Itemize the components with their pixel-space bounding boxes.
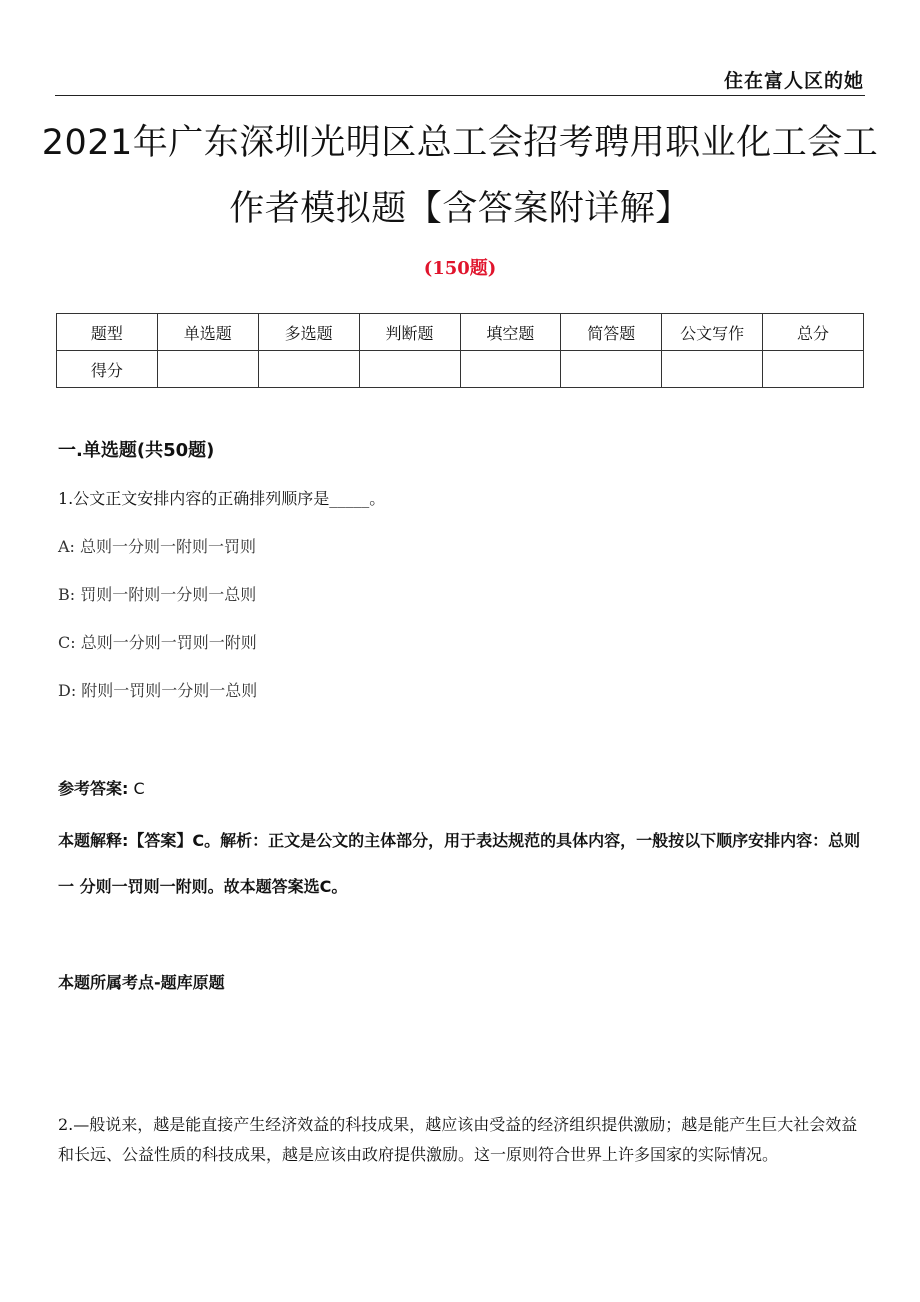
- table-cell: [561, 351, 662, 388]
- table-cell: [359, 351, 460, 388]
- document-title: 2021年广东深圳光明区总工会招考聘用职业化工会工作者模拟题【含答案附详解】: [41, 123, 879, 229]
- section-heading: 一.单选题(共50题): [58, 440, 215, 461]
- table-cell: 单选题: [157, 314, 258, 351]
- question-stem: 1.公文正文安排内容的正确排列顺序是_____。: [58, 489, 386, 508]
- explanation: 本题解释:【答案】C。解析：正文是公文的主体部分，用于表达规范的具体内容，一般按以下顺序安排内容：总则一 分则一罚则一附则。故本题答案选C。: [58, 831, 861, 896]
- question-count: (150题): [423, 258, 497, 279]
- option-b: B: 罚则一附则一分则一总则: [58, 585, 257, 604]
- option-d: D: 附则一罚则一分则一总则: [58, 681, 258, 700]
- header-brand: 住在富人区的她: [723, 70, 864, 92]
- header-divider: [55, 95, 865, 96]
- table-cell: 题型: [57, 314, 158, 351]
- option-a: A: 总则一分则一附则一罚则: [58, 537, 257, 556]
- table-cell: [460, 351, 561, 388]
- table-cell: [258, 351, 359, 388]
- option-c: C: 总则一分则一罚则一附则: [58, 633, 257, 652]
- table-cell: [157, 351, 258, 388]
- score-table: [56, 313, 864, 388]
- table-row: [57, 351, 864, 388]
- question-2-stem: 2.—般说来，越是能直接产生经济效益的科技成果，越应该由受益的经济组织提供激励；越是能产生巨大社会效益和长远、公益性质的科技成果，越是应该由政府提供激励。这一原则符合世界上许多国家的实际情况。: [58, 1115, 858, 1164]
- topic-note: 本题所属考点-题库原题: [58, 973, 225, 992]
- table-cell: [763, 351, 864, 388]
- table-cell: [662, 351, 763, 388]
- answer-label: 参考答案:: [58, 779, 129, 798]
- table-cell: 公文写作: [662, 314, 763, 351]
- answer-line: [58, 776, 145, 799]
- table-cell: 简答题: [561, 314, 662, 351]
- table-cell: 填空题: [460, 314, 561, 351]
- table-cell: 得分: [57, 351, 158, 388]
- table-cell: 总分: [763, 314, 864, 351]
- table-cell: 多选题: [258, 314, 359, 351]
- table-row: [57, 314, 864, 351]
- answer-value: C: [128, 779, 145, 798]
- table-cell: 判断题: [359, 314, 460, 351]
